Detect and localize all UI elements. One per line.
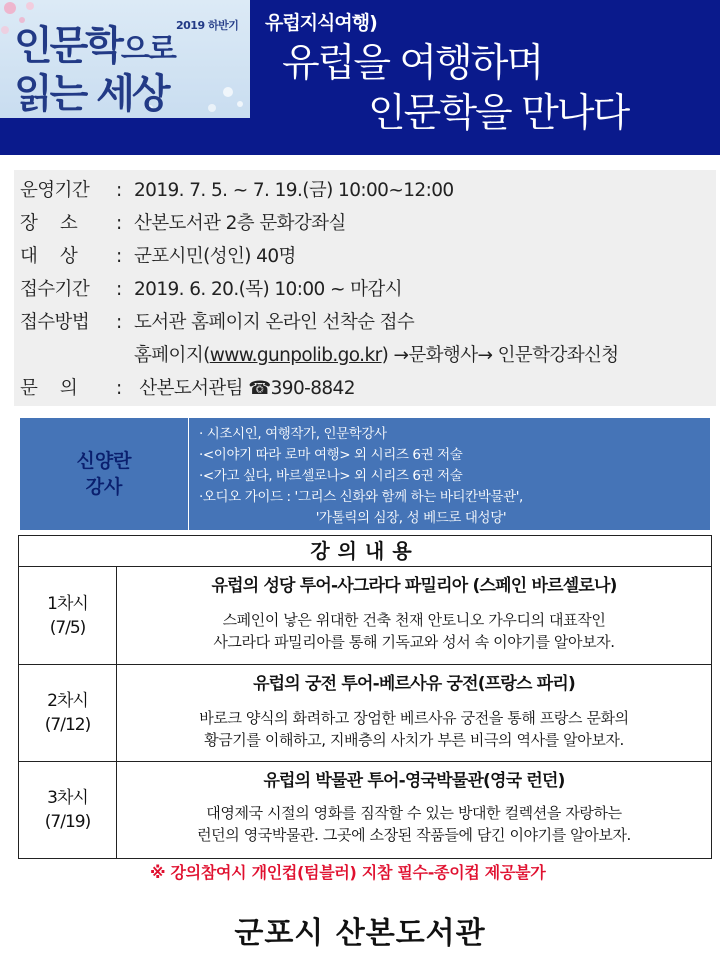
instructor-profile-line: ·<가고 싶다, 바르셀로나> 외 시리즈 6권 저술 (199, 468, 463, 484)
instructor-role: 강사 (85, 476, 123, 498)
session-date: (7/19) (44, 812, 91, 832)
info-contact-label: 문의 (20, 378, 100, 399)
lecture-title: 유럽의 성당 투어-사그라다 파밀리아 (스페인 바르셀로나) (211, 576, 617, 596)
table-row (19, 762, 711, 858)
instructor-profile-line: · 시조시인, 여행작가, 인문학강사 (199, 426, 387, 442)
info-target (20, 242, 296, 268)
info-reception-value: 2019. 6. 20.(목) 10:00 ~ 마감시 (134, 279, 402, 300)
header-banner (0, 0, 720, 155)
info-target-label: 대상 (20, 246, 100, 267)
info-separator: : (116, 180, 122, 201)
lecture-desc: 황금기를 이해하고, 지배층의 사치가 부른 비극의 역사를 알아보자. (204, 731, 624, 749)
info-separator: : (116, 312, 122, 333)
lecture-desc: 런던의 영국박물관. 그곳에 소장된 작품들에 담긴 이야기를 알아보자. (197, 826, 631, 844)
table-row (19, 567, 711, 665)
instructor-label (20, 418, 188, 530)
program-logo (0, 0, 250, 118)
lecture-table-heading: 강의내용 (19, 536, 711, 567)
lecture-title: 유럽의 박물관 투어-영국박물관(영국 런던) (263, 771, 565, 791)
info-path-suffix: ) →문화행사→ 인문학강좌신청 (381, 345, 619, 366)
logo-title-small: 으로 (120, 32, 175, 67)
info-period (20, 176, 454, 202)
info-method-value: 도서관 홈페이지 온라인 선착순 접수 (134, 312, 415, 333)
session-date: (7/5) (49, 617, 86, 638)
session-number: 3차시 (47, 788, 88, 808)
logo-title-line2: 읽는 세상 (14, 71, 168, 117)
info-method-label: 접수방법 (20, 312, 90, 333)
homepage-link[interactable]: www.gunpolib.go.kr (209, 345, 382, 366)
instructor-profile (189, 418, 710, 530)
instructor-profile-line: '가톨릭의 심장, 성 베드로 대성당' (199, 510, 507, 526)
logo-year: 2019 하반기 (176, 19, 239, 32)
lecture-title: 유럽의 궁전 투어-베르사유 궁전(프랑스 파리) (253, 674, 575, 694)
instructor-profile-line: ·<이야기 따라 로마 여행> 외 시리즈 6권 저술 (199, 447, 463, 463)
lecture-desc: 사그라다 파밀리아를 통해 기독교와 성서 속 이야기를 알아보자. (213, 633, 615, 651)
lecture-desc: 대영제국 시절의 영화를 짐작할 수 있는 방대한 컬렉션을 자랑하는 (206, 804, 622, 822)
info-separator: : (116, 279, 122, 300)
program-info-box (14, 170, 716, 406)
info-separator: : (116, 378, 122, 399)
session-cell (19, 567, 117, 664)
session-cell (19, 762, 117, 858)
session-cell (19, 665, 117, 761)
logo-title-main: 인문학 (14, 23, 121, 69)
header-title-line2: 인문학을 만나다 (368, 91, 629, 136)
info-path-prefix: 홈페이지( (134, 345, 210, 366)
table-row (19, 665, 711, 762)
info-contact (20, 374, 355, 400)
info-reception-label: 접수기간 (20, 279, 90, 300)
info-method (20, 308, 414, 334)
lecture-desc: 스페인이 낳은 위대한 건축 천재 안토니오 가우디의 대표작인 (222, 611, 606, 629)
session-number: 1차시 (47, 593, 88, 614)
info-method-path (20, 341, 619, 367)
header-subtitle: 유럽지식여행) (265, 12, 377, 34)
info-target-value: 군포시민(성인) 40명 (134, 246, 296, 267)
session-number: 2차시 (47, 691, 88, 711)
info-place (20, 209, 346, 235)
info-period-label: 운영기간 (20, 180, 90, 201)
info-place-value: 산본도서관 2층 문화강좌실 (134, 213, 346, 234)
instructor-profile-line: ·오디오 가이드 : '그리스 신화와 함께 하는 바티칸박물관', (199, 489, 523, 505)
info-separator: : (116, 246, 122, 267)
info-contact-value: 산본도서관팀 ☎390-8842 (134, 378, 355, 399)
header-title-line1: 유럽을 여행하며 (282, 41, 543, 86)
lecture-desc: 바로크 양식의 화려하고 장엄한 베르사유 궁전을 통해 프랑스 문화의 (199, 709, 629, 727)
organizer-name: 군포시 산본도서관 (234, 916, 486, 951)
info-reception (20, 275, 402, 301)
instructor-name: 신양란 (76, 450, 132, 472)
info-separator: : (116, 213, 122, 234)
session-date: (7/12) (44, 715, 91, 735)
info-period-value: 2019. 7. 5. ~ 7. 19.(금) 10:00~12:00 (134, 180, 454, 201)
lecture-table (18, 535, 712, 859)
info-place-label: 장소 (20, 213, 100, 234)
cup-notice: ※ 강의참여시 개인컵(텀블러) 지참 필수-종이컵 제공불가 (150, 863, 546, 882)
